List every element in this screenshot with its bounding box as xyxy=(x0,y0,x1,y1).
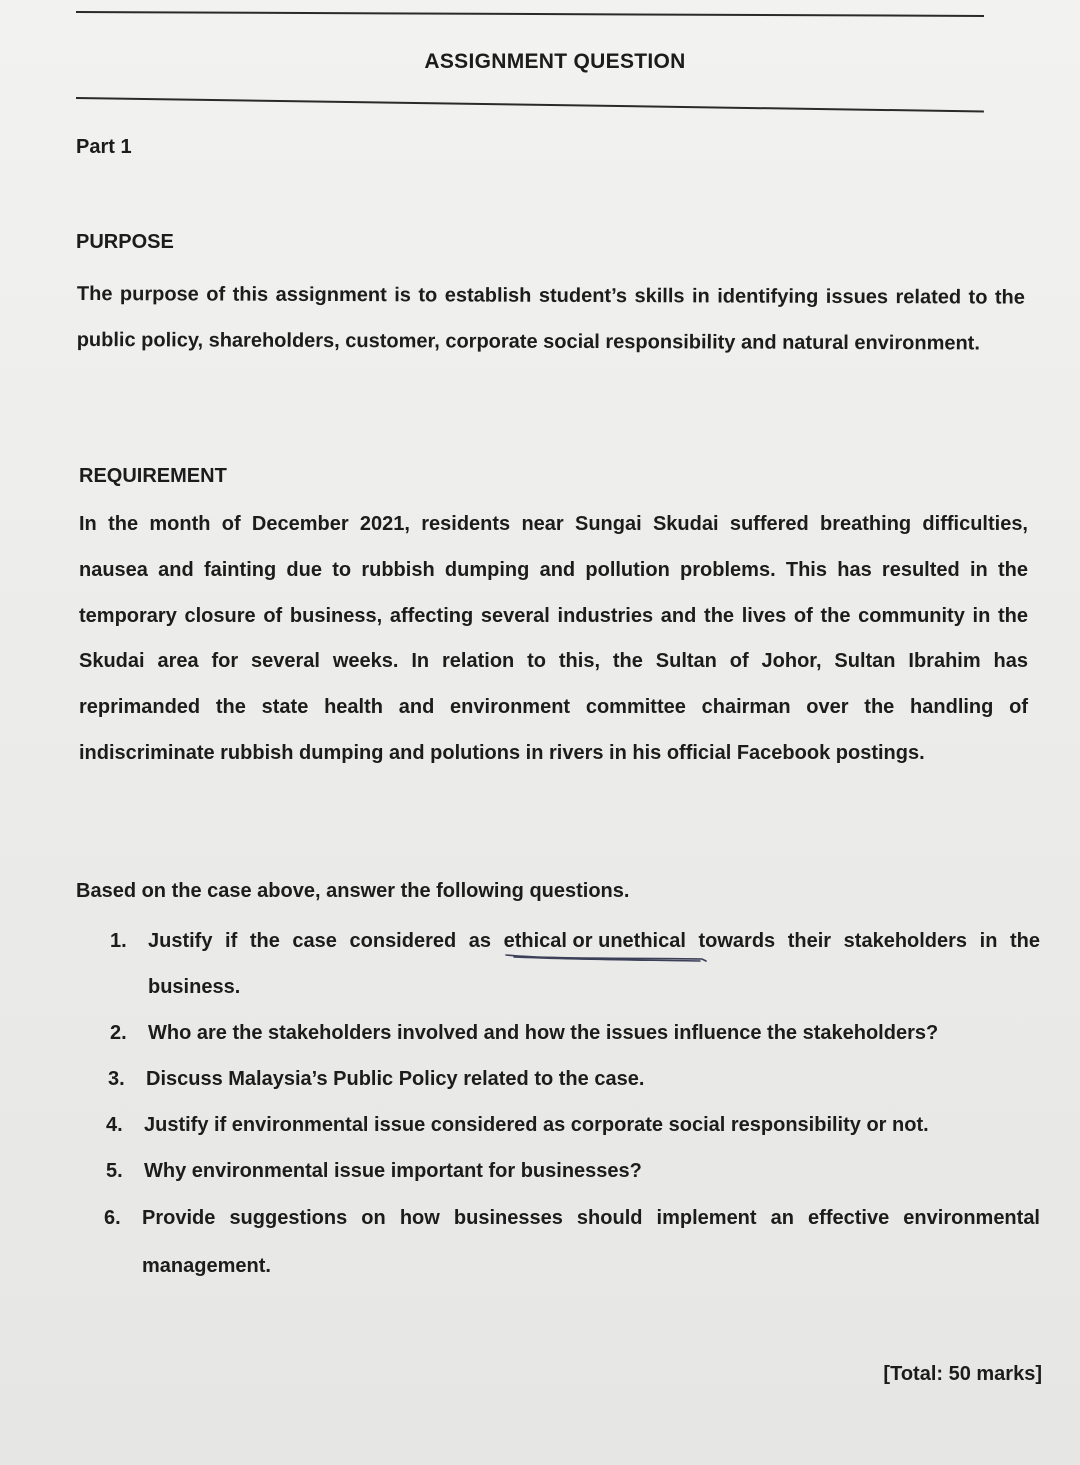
question-list xyxy=(100,918,1040,1290)
question-number: 3. xyxy=(108,1068,125,1090)
question-number: 1. xyxy=(110,930,127,952)
question-item xyxy=(100,1102,1040,1148)
question-item xyxy=(104,918,1040,1010)
question-text: Discuss Malaysia’s Public Policy related to the case. xyxy=(146,1068,645,1090)
question-item xyxy=(104,1010,1040,1056)
part-label: Part 1 xyxy=(76,136,132,158)
document-title: ASSIGNMENT QUESTION xyxy=(424,50,686,73)
requirement-heading: REQUIREMENT xyxy=(79,465,227,487)
question-item xyxy=(98,1194,1040,1290)
requirement-text: In the month of December 2021, residents near Sungai Skudai suffered breathing difficulties, nausea and fainting due to rubbish dumping and pollution problems. This has resulted in the temporary closure of business, affecting several industries and the lives of the community in the Skudai area for several weeks. In relation to this, the Sultan of Johor, Sultan Ibrahim has reprimanded the state health and environment committee chairman over the handling of indiscriminate rubbish dumping and polutions in rivers in his official Facebook postings. xyxy=(79,513,1028,764)
question-number: 4. xyxy=(106,1114,123,1136)
total-marks: [Total: 50 marks] xyxy=(883,1363,1042,1385)
purpose-text: The purpose of this assignment is to establish student’s skills in identifying issues related to the public policy, shareholders, customer, corporate social responsibility and natural environment. xyxy=(76,282,1025,354)
handwritten-underline-phrase xyxy=(504,918,686,964)
pen-underline-icon xyxy=(504,951,709,963)
purpose-heading: PURPOSE xyxy=(76,231,174,253)
question-text: Justify if environmental issue considered as corporate social responsibility or not. xyxy=(144,1114,929,1136)
question-text-before: Justify if the case considered as xyxy=(148,930,504,952)
question-number: 2. xyxy=(110,1022,127,1044)
highlighted-phrase: ethical or unethical xyxy=(503,930,686,952)
question-text: Provide suggestions on how businesses should implement an effective environmental management. xyxy=(142,1207,1040,1277)
questions-intro: Based on the case above, answer the following questions. xyxy=(76,880,630,902)
question-text-after: towards their stakeholders in the business. xyxy=(148,930,1040,998)
question-text: Who are the stakeholders involved and how the issues influence the stakeholders? xyxy=(148,1022,939,1044)
question-item xyxy=(100,1148,1040,1194)
question-text: Why environmental issue important for businesses? xyxy=(144,1160,642,1182)
title-rule xyxy=(76,97,984,112)
question-item xyxy=(102,1056,1040,1102)
top-rule xyxy=(76,11,984,17)
question-number: 5. xyxy=(106,1160,123,1182)
question-number: 6. xyxy=(104,1207,121,1229)
